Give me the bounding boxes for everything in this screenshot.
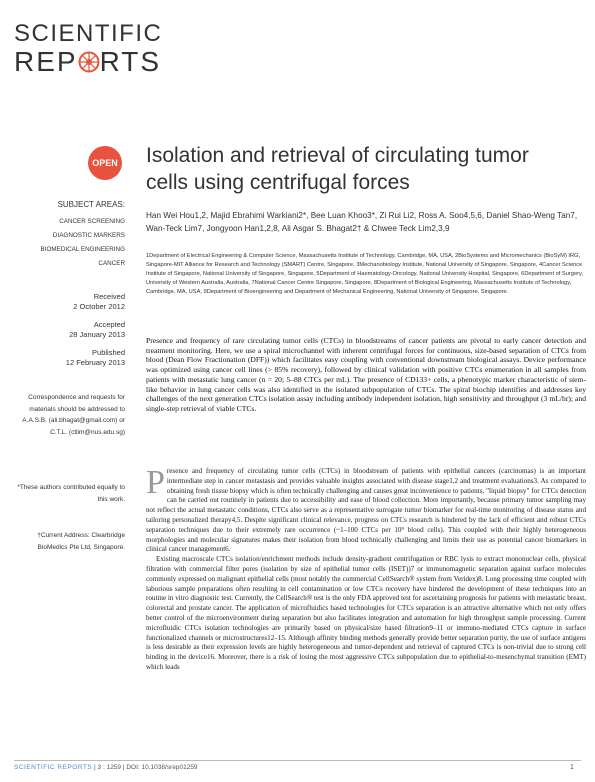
correspondence-note: Correspondence and requests for materials should be addressed to A.A.S.B. (ali.bhagat@gmail.com) or C.T.L. (ctlim@nus.edu.sg) [22, 394, 125, 436]
author-list: Han Wei Hou1,2, Majid Ebrahimi Warkiani2*, Bee Luan Khoo3*, Zi Rui Li2, Ross A. Soo4,5,6, Daniel Shao-Weng Tan7, Wan-Teck Lim7, Jongyoon Han1,2,8, Ali Asgar S. Bhagat2† & Chwee Teck Lim2,3,9 [146, 211, 578, 233]
abstract: Presence and frequency of rare circulating tumor cells (CTCs) in bloodstreams of cancer patients are pivotal to early cancer detection and treatment monitoring. Here, we use a spiral microchannel with inherent centrifugal forces for continuous, size-based separation of CTCs from blood (Dean Flow Fractionation (DFF)) which facilitates easy coupling with conventional downstream biological assays. Device performance was optimized using cancer cell lines (> 85% recovery), followed by clinical validation with positive CTCs enumeration in all samples from patients with metastatic lung cancer (n = 20; 5–88 CTCs per mL). The presence of CD133+ cells, a phenotypic marker characteristic of stem-like behavior in lung cancer cells was also identified in the isolated subpopulation of CTCs. The spiral biochip identifies and addresses key challenges of the next generation CTCs isolation assay including antibody independent isolation, high sensitivity and throughput (3 mL/hr); and single-step retrieval of viable CTCs. [146, 336, 586, 413]
logo-text-right: RTS [99, 46, 162, 77]
journal-logo-bottom [14, 46, 161, 78]
published-label: Published [92, 348, 125, 357]
subject-area-link[interactable]: BIOMEDICAL ENGINEERING [40, 246, 125, 253]
journal-logo-top: SCIENTIFIC [14, 20, 163, 47]
footer-citation [14, 764, 198, 771]
published-date: 12 February 2013 [65, 358, 125, 367]
open-access-badge: OPEN [88, 146, 122, 180]
subject-area-link[interactable]: CANCER SCREENING [59, 218, 125, 225]
current-address-note: †Current Address: Clearbridge BioMedics Pte Ltd, Singapore. [37, 532, 125, 551]
article-body [146, 464, 586, 673]
subject-areas-label: SUBJECT AREAS: [57, 200, 125, 209]
accepted-label: Accepted [93, 320, 125, 329]
equal-contribution-note: *These authors contributed equally to this work. [17, 484, 125, 503]
article-title: Isolation and retrieval of circulating tumor cells using centrifugal forces [146, 144, 529, 194]
logo-text-left: REP [14, 46, 78, 77]
received-label: Received [93, 292, 125, 301]
subject-area-link[interactable]: CANCER [98, 260, 125, 267]
subject-areas-list [7, 215, 125, 271]
received-date: 2 October 2012 [73, 302, 125, 311]
footer-journal-name: SCIENTIFIC REPORTS [14, 764, 93, 771]
drop-cap: P [146, 464, 165, 501]
footer-divider [14, 760, 581, 761]
body-paragraph: resence and frequency of circulating tumor cells (CTCs) in bloodstream of patients with epithelial cancers (carcinomas) is an important intermediate step in cancer metastasis and provides valuable insights associated with disease stage1,2 and treatment evaluations3. As compared to obtaining fresh tissue biopsy which is often technically challenging and causes great inconvenience to patients, "liquid biopsy" for CTCs detection can be carried out routinely in patients due to accessibility and ease of blood collection. More importantly, because primary tumor sampling may not reflect the actual metastatic conditions, CTCs also serve as a representative surrogate tumor biomarker for real-time monitoring of disease status and tailoring personalized therapy4,5. Despite significant clinical relevance, progress on CTCs research is hindered by the lack of efficient and robust CTCs separation techniques due to their extremely rare occurrence (~1–100 CTCs per 10⁹ blood cells). This coupled with their highly heterogeneous morphologies and molecular signatures makes their isolation from blood technically challenging and limits their use as potential cancer biomarkers in clinical cancer management6. [146, 467, 586, 554]
page-number: 1 [570, 764, 574, 771]
subject-area-link[interactable]: DIAGNOSTIC MARKERS [52, 232, 125, 239]
affiliations: 1Department of Electrical Engineering & Computer Science, Massachusetts Institute of Technology, Cambridge, MA, USA, 2BioSystems and Micromechanics (BioSyM) IRG, Singapore-MIT Alliance for Research and Technology (SMART) Centre, Singapore, 3Mechanobiology Institute, National University of Singapore, Singapore, 4Cancer Science Institute of Singapore, National University of Singapore, Singapore, 5Department of Haematology-Oncology, National University Hospital, Singapore, 6Department of Surgery, University of Western Australia, Australia, 7National Cancer Centre Singapore, Singapore, 8Department of Biological Engineering, Massachusetts Institute of Technology, Cambridge, MA, USA, 9Department of Bioengineering and Department of Mechanical Engineering, National University of Singapore, Singapore. [146, 253, 584, 296]
footer-doi: | 3 : 1259 | DOI: 10.1038/srep01259 [94, 764, 198, 771]
gear-logo-icon [78, 48, 100, 70]
accepted-date: 28 January 2013 [69, 330, 125, 339]
body-paragraph: Existing macroscale CTCs isolation/enrichment methods include density-gradient centrifugation or RBC lysis to extract mononuclear cells, physical filtration with commercial filter pores (isolation by size of epithelial tumor cells (ISET))7 or immunomagnetic separation against surface molecules commonly expressed on malignant epithelial cells (most notably the commercial CellSearch® system from Veridex)8. Long processing time coupled with laborious sample preparations often resulting in cell contamination or low CTCs recovery have hindered the development of these techniques into an routine in vitro diagnostic test. Currently, the CellSearch® test is the only FDA approved test for ascertaining prognosis for patients with metastatic breast, colorectal and prostate cancer. The application of microfluidics based technologies for CTCs separation is an attractive alternative which not only offers better control of the microenvironment during separation but also facilitates integration and automation for high throughput sample processing. Current microfluidic CTCs isolation technologies are primarily based on physical/size based filtration9–11 or immuno-mediated CTCs capture in surface functionalized channels or microstructures12–15. Although affinity binding methods generally provide better separation purity, the use of surface antigens is less desirable as their expression levels are highly heterogeneous and tumor-dependent and retrieval of captured CTCs is non-trivial due to strong cell binding in the device16. Moreover, there is a risk of losing the most aggressive CTCs subpopulation due to epithelial-to-mesenchymal transition (EMT) which leads [146, 555, 586, 671]
